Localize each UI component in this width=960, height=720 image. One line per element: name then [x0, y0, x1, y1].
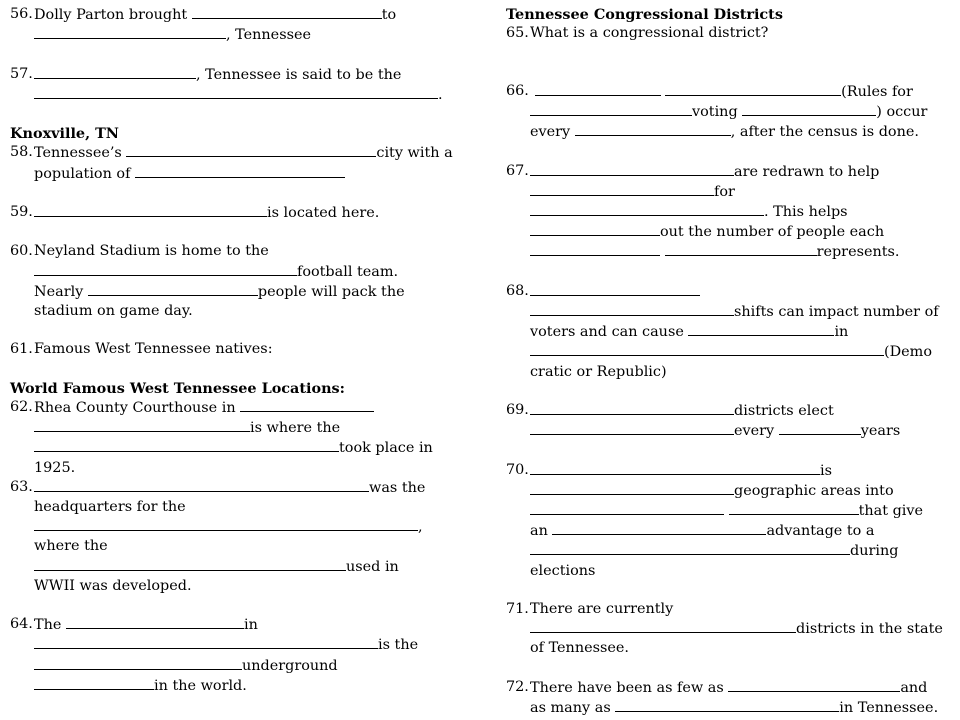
question-61: [10, 340, 480, 359]
question-number: 56.: [10, 6, 33, 22]
question-text: is where the: [250, 420, 341, 437]
question-text: 1925.: [34, 459, 76, 476]
left-column: [10, 5, 480, 696]
answer-blank[interactable]: [34, 478, 369, 492]
question-text: (Rules for: [841, 83, 913, 100]
question-text: Neyland Stadium is home to the: [34, 243, 269, 260]
answer-blank[interactable]: [530, 242, 660, 256]
question-text: to: [381, 7, 397, 23]
question-text: used in: [346, 558, 399, 575]
question-number: 58.: [10, 144, 33, 161]
answer-blank[interactable]: [240, 398, 374, 412]
answer-blank[interactable]: [34, 65, 196, 79]
section-heading-knoxville: Knoxville, TN: [10, 125, 119, 143]
question-text: and: [900, 679, 928, 696]
answer-blank[interactable]: [530, 481, 734, 495]
answer-blank[interactable]: [535, 82, 661, 96]
question-text: ,: [418, 519, 423, 536]
answer-blank[interactable]: [66, 615, 244, 629]
answer-blank[interactable]: [135, 164, 345, 178]
question-67: [506, 162, 952, 263]
question-text: (Demo: [884, 344, 932, 361]
question-72: [506, 678, 952, 718]
answer-blank[interactable]: [530, 619, 796, 633]
question-71: [506, 600, 952, 659]
answer-blank[interactable]: [552, 521, 766, 535]
question-text: every: [734, 423, 775, 440]
question-text: There are currently: [530, 600, 674, 617]
question-text: The: [34, 617, 62, 634]
answer-blank[interactable]: [530, 541, 850, 555]
question-text: districts elect: [734, 402, 834, 419]
question-66: [506, 82, 952, 143]
answer-blank[interactable]: [88, 282, 258, 296]
answer-blank[interactable]: [34, 656, 242, 670]
answer-blank[interactable]: [34, 418, 250, 432]
answer-blank[interactable]: [530, 102, 692, 116]
question-number: 71.: [506, 600, 529, 617]
question-text: as many as: [530, 699, 611, 716]
question-number: 61.: [10, 341, 33, 358]
question-text: cratic or Republic): [530, 363, 667, 380]
answer-blank[interactable]: [192, 5, 382, 19]
right-column: [506, 5, 952, 718]
question-70: [506, 461, 952, 581]
answer-blank[interactable]: [34, 85, 438, 99]
answer-blank[interactable]: [34, 262, 297, 276]
answer-blank[interactable]: [34, 203, 267, 217]
answer-blank[interactable]: [530, 401, 734, 415]
question-text: Tennessee’s: [34, 145, 122, 162]
question-text: are redrawn to help: [734, 163, 880, 180]
answer-blank[interactable]: [530, 222, 660, 236]
question-text: What is a congressional district?: [530, 25, 769, 42]
question-62: [10, 398, 480, 478]
answer-blank[interactable]: [34, 557, 346, 571]
answer-blank[interactable]: [615, 698, 839, 712]
answer-blank[interactable]: [530, 302, 734, 316]
question-number: 70.: [506, 461, 529, 478]
question-text: voters and can cause: [530, 324, 684, 341]
question-text: took place in: [339, 440, 433, 457]
question-text: elections: [530, 562, 596, 579]
question-text: years: [860, 423, 901, 440]
question-text: in the world.: [154, 677, 247, 694]
question-text: people will pack the: [257, 283, 405, 300]
question-text: is the: [378, 637, 419, 654]
question-text: is located here.: [267, 204, 380, 221]
question-number: 60.: [10, 243, 33, 260]
question-text: stadium on game day.: [34, 302, 193, 319]
answer-blank[interactable]: [688, 322, 834, 336]
question-text: in: [834, 324, 849, 341]
question-text: , Tennessee: [226, 27, 312, 44]
question-text: underground: [242, 657, 338, 674]
answer-blank[interactable]: [34, 25, 226, 39]
answer-blank[interactable]: [575, 122, 731, 136]
section-heading-world-famous: World Famous West Tennessee Locations:: [10, 379, 345, 397]
question-number: 65.: [506, 25, 529, 42]
question-number: 57.: [10, 65, 33, 82]
question-number: 72.: [506, 678, 529, 695]
answer-blank[interactable]: [34, 676, 154, 690]
answer-blank[interactable]: [530, 342, 884, 356]
question-text: advantage to a: [766, 523, 875, 540]
question-text: represents.: [816, 244, 900, 261]
question-text: geographic areas into: [734, 482, 894, 499]
question-text: Famous West Tennessee natives:: [34, 341, 273, 358]
answer-blank[interactable]: [34, 438, 339, 452]
answer-blank[interactable]: [530, 162, 734, 176]
answer-blank[interactable]: [530, 282, 700, 296]
question-65: [506, 24, 952, 43]
question-text: districts in the state: [796, 621, 943, 638]
question-text: . This helps: [764, 203, 848, 220]
question-number: 69.: [506, 401, 529, 418]
question-text: football team.: [297, 263, 399, 280]
question-text: WWII was developed.: [34, 577, 192, 594]
question-text: , Tennessee is said to be the: [196, 66, 402, 83]
question-63: [10, 478, 480, 596]
question-text: where the: [34, 538, 108, 555]
answer-blank[interactable]: [665, 242, 817, 256]
question-number: 68.: [506, 282, 529, 299]
answer-blank[interactable]: [530, 182, 714, 196]
answer-blank[interactable]: [728, 678, 900, 692]
answer-blank[interactable]: [729, 501, 859, 515]
question-text: is: [820, 462, 832, 479]
question-text: headquarters for the: [34, 498, 186, 515]
question-text: city with a: [376, 145, 453, 162]
question-number: 59.: [10, 203, 33, 220]
question-number: 66.: [506, 82, 529, 99]
answer-blank[interactable]: [742, 102, 876, 116]
question-57: [10, 65, 480, 105]
question-text: Rhea County Courthouse in: [34, 399, 236, 416]
question-text: was the: [369, 479, 426, 496]
question-56: [10, 5, 480, 45]
question-text: voting: [692, 103, 738, 120]
question-text: Nearly: [34, 283, 84, 300]
question-text: Dolly Parton brought: [34, 7, 188, 23]
question-text: shifts can impact number of: [734, 303, 939, 320]
answer-blank[interactable]: [34, 635, 378, 649]
answer-blank[interactable]: [126, 143, 376, 157]
question-text: There have been as few as: [530, 679, 724, 696]
question-text: , after the census is done.: [730, 124, 919, 141]
question-68: [506, 282, 952, 382]
question-59: [10, 203, 480, 223]
question-text: an: [530, 523, 548, 540]
question-text: in: [243, 617, 258, 634]
answer-blank[interactable]: [530, 202, 764, 216]
question-text: of Tennessee.: [530, 640, 629, 657]
question-60: [10, 242, 480, 321]
question-64: [10, 615, 480, 696]
question-text: for: [714, 183, 735, 200]
question-text: population of: [34, 165, 131, 182]
question-number: 63.: [10, 478, 33, 495]
question-text: that give: [858, 502, 924, 519]
question-number: 67.: [506, 162, 529, 179]
question-58: [10, 143, 480, 183]
section-heading-congressional: Tennessee Congressional Districts: [506, 6, 783, 23]
answer-blank[interactable]: [530, 501, 724, 515]
question-number: 64.: [10, 616, 33, 633]
question-text: ) occur: [876, 103, 928, 120]
question-text: every: [530, 124, 571, 141]
question-text: during: [850, 543, 899, 560]
question-text: .: [438, 86, 443, 103]
answer-blank[interactable]: [665, 82, 841, 96]
question-text: out the number of people each: [660, 224, 885, 241]
answer-blank[interactable]: [34, 517, 418, 531]
answer-blank[interactable]: [530, 421, 734, 435]
question-69: [506, 401, 952, 441]
answer-blank[interactable]: [779, 421, 861, 435]
question-text: in Tennessee.: [839, 699, 939, 716]
question-number: 62.: [10, 398, 33, 415]
answer-blank[interactable]: [530, 461, 820, 475]
